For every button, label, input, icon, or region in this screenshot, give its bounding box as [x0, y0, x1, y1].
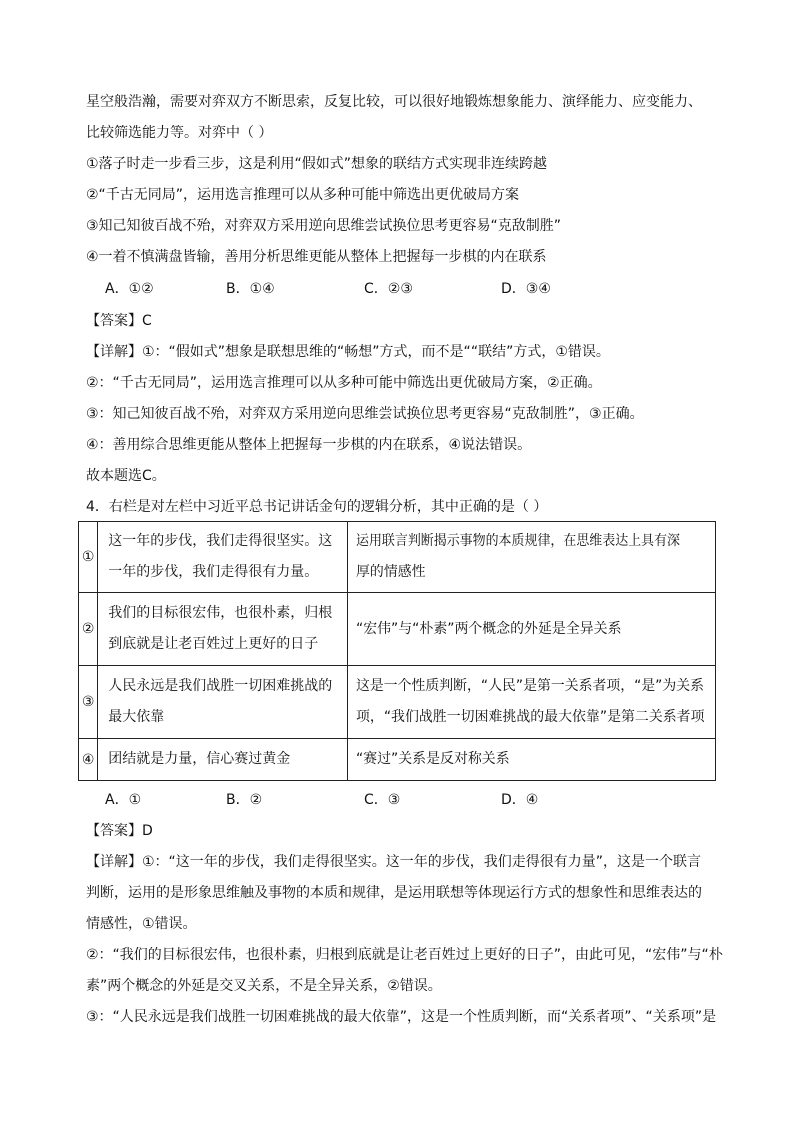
quote-line: 团结就是力量，信心赛过黄金 — [108, 751, 291, 767]
quote-line: 最大依靠 — [108, 709, 165, 725]
analysis-line: 这是一个性质判断，“人民”是第一关系者项，“是”为关系 — [355, 678, 704, 694]
analysis-cell — [347, 522, 715, 593]
row-number: ① — [79, 522, 98, 593]
quote-line: 我们的目标很宏伟，也很朴素，归根 — [108, 605, 333, 621]
analysis-line: 项，“我们战胜一切困难挑战的最大依靠”是第二关系者项 — [355, 709, 705, 725]
analysis-line: “宏伟”与“朴素”两个概念的外延是全异关系 — [355, 620, 622, 637]
q3-option-a: A．①② — [105, 281, 154, 297]
q3-stem-line-1: 星空般浩瀚，需要对弈双方不断思索，反复比较，可以很好地锻炼想象能力、演绎能力、应变能力、 — [86, 94, 702, 110]
q3-statement-1: ①落子时走一步看三步，这是利用“假如式”想象的联结方式实现非连续跨越 — [86, 156, 548, 172]
q4-stem: 4．右栏是对左栏中习近平总书记讲话金句的逻辑分析，其中正确的是（ ） — [86, 499, 548, 515]
analysis-cell — [347, 739, 715, 781]
q4-answer: 【答案】D — [86, 823, 153, 839]
row-number: ② — [79, 593, 98, 666]
q4-explain-line-5: 素”两个概念的外延是交叉关系，不是全异关系，②错误。 — [86, 978, 442, 994]
q4-option-b: B．② — [226, 792, 263, 808]
row-number: ④ — [79, 739, 98, 781]
table-row — [79, 593, 716, 666]
q3-option-b: B．①④ — [226, 281, 275, 297]
q3-statement-3: ③知己知彼百战不殆，对弈双方采用逆向思维尝试换位思考更容易“克敌制胜” — [86, 218, 562, 234]
q3-statement-4: ④一着不慎满盘皆输，善用分析思维更能从整体上把握每一步棋的内在联系 — [86, 249, 547, 265]
q3-explain-line-4: ④：善用综合思维更能从整体上把握每一步棋的内在联系，④说法错误。 — [86, 437, 532, 453]
q4-explain-line-1: 【详解】①：“这一年的步伐，我们走得很坚实。这一年的步伐，我们走得很有力量”，这是一个联言 — [86, 854, 702, 870]
q4-explain-line-4: ②：“我们的目标很宏伟，也很朴素，归根到底就是让老百姓过上更好的日子”，由此可见，“宏伟”与“朴 — [86, 947, 723, 963]
q3-answer: 【答案】C — [86, 313, 152, 329]
q3-option-c: C．②③ — [364, 281, 413, 297]
table-row — [79, 522, 716, 593]
quote-line: 一年的步伐，我们走得很有力量。 — [108, 564, 319, 580]
q4-explain-line-6: ③：“人民永远是我们战胜一切困难挑战的最大依靠”，这是一个性质判断，而“关系者项”、“关系项”是 — [86, 1009, 717, 1025]
quote-line: 到底就是让老百姓过上更好的日子 — [108, 636, 319, 652]
row-number: ③ — [79, 666, 98, 739]
analysis-cell — [347, 593, 715, 666]
quote-line: 这一年的步伐，我们走得很坚实。这 — [108, 533, 333, 549]
q4-explain-line-2: 判断，运用的是形象思维触及事物的本质和规律，是运用联想等体现运行方式的想象性和思维表达的 — [86, 885, 702, 901]
q3-explain-line-3: ③：知己知彼百战不殆，对弈双方采用逆向思维尝试换位思考更容易“克敌制胜”，③正确。 — [86, 406, 644, 422]
quote-cell — [98, 739, 348, 781]
quote-cell — [98, 522, 348, 593]
quote-line: 人民永远是我们战胜一切困难挑战的 — [108, 678, 333, 694]
analysis-cell — [347, 666, 715, 739]
q3-explain-line-1: 【详解】①：“假如式”想象是联想思维的“畅想”方式，而不是““联结”方式，①错误。 — [86, 344, 610, 360]
analysis-line: 运用联言判断揭示事物的本质规律，在思维表达上具有深 — [355, 533, 680, 549]
q4-option-c: C．③ — [364, 792, 401, 808]
q4-option-a: A．① — [105, 792, 142, 808]
q3-option-d: D．③④ — [501, 281, 551, 297]
q4-explain-line-3: 情感性，①错误。 — [86, 916, 197, 932]
q4-option-d: D．④ — [501, 792, 539, 808]
q4-analysis-table — [78, 521, 716, 781]
q3-statement-2: ②“千古无同局”，运用选言推理可以从多种可能中筛选出更优破局方案 — [86, 187, 520, 203]
q3-explain-line-2: ②：“千古无同局”，运用选言推理可以从多种可能中筛选出更优破局方案，②正确。 — [86, 375, 602, 391]
analysis-line: “赛过”关系是反对称关系 — [355, 751, 510, 767]
table-row — [79, 666, 716, 739]
analysis-line: 厚的情感性 — [355, 564, 426, 580]
quote-cell — [98, 593, 348, 666]
q3-stem-line-2: 比较筛选能力等。对弈中（ ） — [86, 125, 273, 141]
table-row — [79, 739, 716, 781]
q3-conclusion: 故本题选C。 — [86, 468, 166, 484]
quote-cell — [98, 666, 348, 739]
